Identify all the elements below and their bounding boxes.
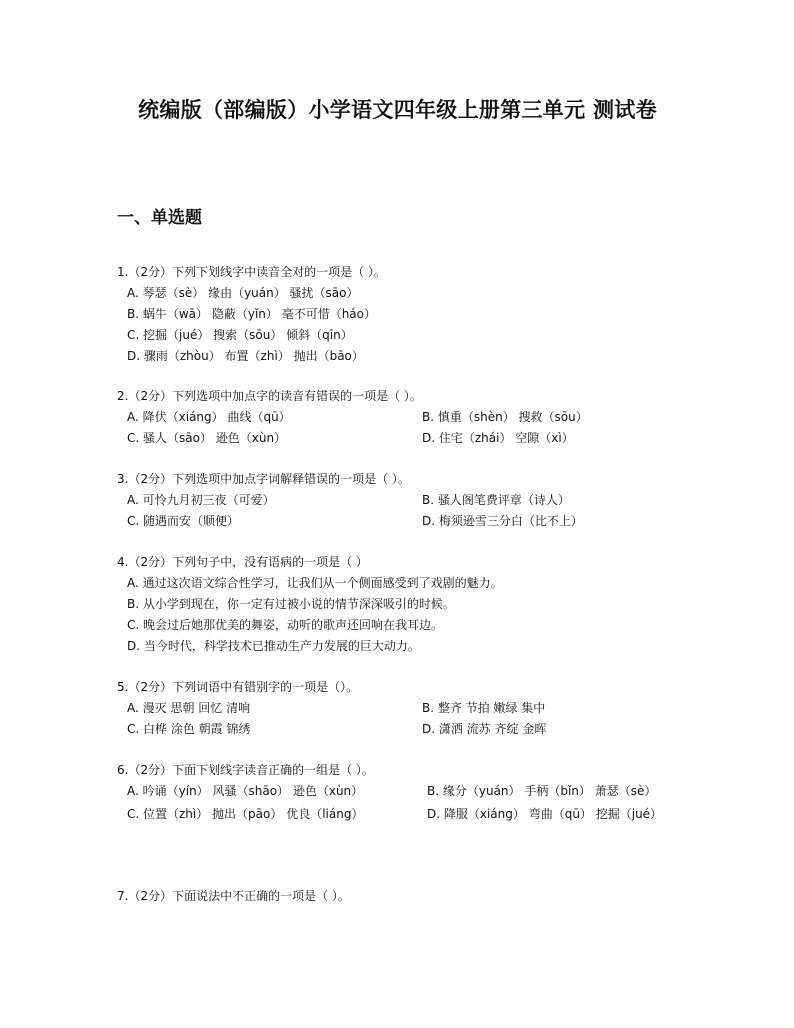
option-b: B. 整齐 节拍 嫩绿 集中 [422, 701, 546, 715]
option-d: D. 潇洒 流苏 齐绽 金晖 [422, 722, 547, 736]
page-title: 统编版（部编版）小学语文四年级上册第三单元 测试卷 [138, 97, 657, 122]
question-stem: 2.（2分）下列选项中加点字的读音有错误的一项是（ ）。 [117, 389, 422, 403]
option-c: C. 随遇而安（顺便） [127, 514, 240, 528]
option-d: D. 骤雨（zhòu） 布置（zhì） 抛出（bāo） [127, 349, 364, 363]
question-5 [117, 677, 546, 740]
option-d: D. 降服（xiáng） 弯曲（qū） 挖掘（jué） [427, 807, 663, 821]
option-c: C. 晚会过后她那优美的舞姿，动听的歌声还回响在我耳边。 [127, 618, 444, 632]
question-1 [117, 262, 386, 367]
option-c: C. 挖掘（jué） 搜索（sōu） 倾斜（qīn） [127, 328, 353, 342]
option-a: A. 漫灭 思朝 回忆 清响 [127, 701, 251, 715]
question-stem: 6.（2分）下面下划线字读音正确的一组是（ ）。 [117, 763, 374, 777]
question-2 [117, 386, 588, 449]
question-stem: 3.（2分）下列选项中加点字词解释错误的一项是（ ）。 [117, 472, 410, 486]
option-c: C. 白桦 涂色 朝霞 锦绣 [127, 722, 251, 736]
option-a: A. 琴瑟（sè） 缘由（yuán） 骚扰（sāo） [127, 286, 359, 300]
option-b: B. 骚人阁笔费评章（诗人） [422, 493, 570, 507]
question-stem: 4.（2分）下列句子中，没有语病的一项是（ ） [117, 555, 368, 569]
question-7 [117, 886, 350, 907]
option-b: B. 蜗牛（wā） 隐蔽（yǐn） 毫不可惜（háo） [127, 307, 377, 321]
option-c: C. 骚人（sāo） 逊色（xùn） [127, 431, 287, 445]
option-b: B. 慎重（shèn） 搜救（sōu） [422, 410, 588, 424]
option-c: C. 位置（zhì） 抛出（pāo） 优良（liáng） [127, 807, 364, 821]
option-a: A. 降伏（xiáng） 曲线（qū） [127, 410, 291, 424]
option-d: D. 梅须逊雪三分白（比不上） [422, 514, 583, 528]
option-b: B. 从小学到现在，你一定有过被小说的情节深深吸引的时候。 [127, 597, 455, 611]
option-a: A. 通过这次语文综合性学习，让我们从一个侧面感受到了戏剧的魅力。 [127, 576, 503, 590]
option-d: D. 当今时代，科学技术已推动生产力发展的巨大动力。 [127, 639, 420, 653]
option-a: A. 吟诵（yín） 风骚（shāo） 逊色（xùn） [127, 784, 364, 798]
question-6 [117, 760, 662, 825]
question-3 [117, 469, 583, 532]
option-b: B. 缘分（yuán） 手柄（bǐn） 萧瑟（sè） [427, 784, 657, 798]
question-stem: 5.（2分）下列词语中有错别字的一项是（）。 [117, 680, 359, 694]
option-d: D. 住宅（zhái） 空隙（xì） [422, 431, 574, 445]
question-4 [117, 552, 503, 657]
section-heading: 一、单选题 [117, 208, 202, 228]
option-a: A. 可怜九月初三夜（可爱） [127, 493, 275, 507]
question-stem: 1.（2分）下列下划线字中读音全对的一项是（ ）。 [117, 265, 386, 279]
question-stem: 7.（2分）下面说法中不正确的一项是（ ）。 [117, 889, 350, 903]
